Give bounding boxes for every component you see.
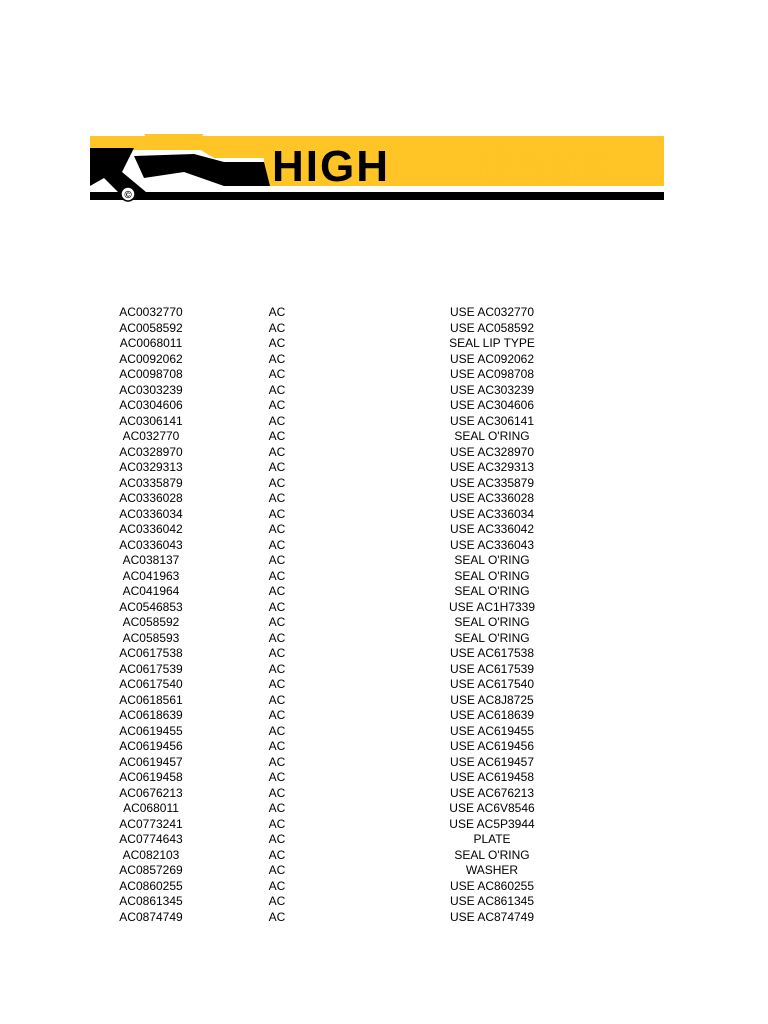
table-row bbox=[100, 910, 632, 926]
table-row bbox=[100, 429, 632, 445]
brand-cell: AC bbox=[268, 630, 286, 645]
part-number-cell: AC041964 bbox=[122, 584, 180, 598]
description-cell: USE AC6V8546 bbox=[449, 801, 535, 815]
description-cell: USE AC617538 bbox=[449, 646, 535, 660]
table-row bbox=[100, 817, 632, 833]
brand-cell: AC bbox=[268, 429, 286, 443]
table-row bbox=[100, 755, 632, 771]
table-row bbox=[100, 460, 632, 476]
brand-cell: AC bbox=[268, 444, 286, 459]
brand-cell: AC bbox=[268, 894, 286, 908]
part-number-cell: AC038137 bbox=[122, 553, 180, 567]
brand-cell: AC bbox=[268, 382, 286, 397]
brand-cell: AC bbox=[268, 491, 286, 505]
description-cell: USE AC619457 bbox=[449, 754, 535, 769]
part-number-cell: AC0874749 bbox=[119, 909, 183, 924]
table-row bbox=[100, 445, 632, 461]
part-number-cell: AC0618561 bbox=[119, 692, 183, 707]
description-cell: SEAL O'RING bbox=[454, 615, 530, 629]
brand-cell: AC bbox=[268, 723, 286, 738]
part-number-cell: AC0328970 bbox=[119, 444, 183, 459]
part-number-cell: AC0617539 bbox=[119, 661, 183, 676]
description-cell: USE AC676213 bbox=[449, 785, 535, 800]
part-number-cell: AC0304606 bbox=[119, 398, 183, 412]
brand-cell: AC bbox=[268, 646, 286, 660]
part-number-cell: AC0617540 bbox=[119, 677, 183, 691]
brand-cell: AC bbox=[268, 367, 286, 381]
table-row bbox=[100, 770, 632, 786]
description-cell: SEAL O'RING bbox=[454, 553, 530, 567]
table-row bbox=[100, 894, 632, 910]
brand-cell: AC bbox=[268, 785, 286, 800]
brand-cell: AC bbox=[268, 460, 286, 474]
part-number-cell: AC0619455 bbox=[119, 723, 183, 738]
table-row bbox=[100, 336, 632, 352]
brand-cell: AC bbox=[268, 506, 286, 521]
description-cell: SEAL O'RING bbox=[454, 429, 530, 443]
part-number-cell: AC0617538 bbox=[119, 646, 183, 660]
part-number-cell: AC082103 bbox=[122, 847, 180, 862]
description-cell: USE AC304606 bbox=[449, 398, 535, 412]
part-number-cell: AC0336043 bbox=[119, 537, 183, 552]
description-cell: USE AC092062 bbox=[449, 351, 535, 366]
description-cell: USE AC329313 bbox=[449, 460, 535, 474]
table-row bbox=[100, 848, 632, 864]
brand-cell: AC bbox=[268, 599, 286, 614]
part-number-cell: AC0619458 bbox=[119, 770, 183, 784]
part-number-cell: AC0303239 bbox=[119, 382, 183, 397]
part-number-cell: AC0336028 bbox=[119, 491, 183, 505]
part-number-cell: AC0068011 bbox=[119, 336, 183, 350]
part-number-cell: AC0676213 bbox=[119, 785, 183, 800]
description-cell: USE AC336043 bbox=[449, 537, 535, 552]
gasket-logo-graphic bbox=[74, 86, 664, 248]
brand-cell: AC bbox=[268, 739, 286, 753]
description-cell: USE AC617539 bbox=[449, 661, 535, 676]
table-row bbox=[100, 538, 632, 554]
table-row bbox=[100, 476, 632, 492]
table-row bbox=[100, 491, 632, 507]
table-row bbox=[100, 367, 632, 383]
description-cell: USE AC032770 bbox=[449, 305, 535, 319]
description-cell: WASHER bbox=[465, 863, 519, 877]
logo-text-high: HIGH bbox=[272, 142, 390, 191]
part-number-cell: AC0619457 bbox=[119, 754, 183, 769]
brand-cell: AC bbox=[268, 413, 286, 428]
part-number-cell: AC0336034 bbox=[119, 506, 183, 521]
part-number-cell: AC0857269 bbox=[119, 863, 183, 877]
description-cell: USE AC098708 bbox=[449, 367, 535, 381]
table-row bbox=[100, 631, 632, 647]
description-cell: PLATE bbox=[473, 832, 511, 846]
part-number-cell: AC0058592 bbox=[119, 320, 183, 335]
brand-cell: AC bbox=[268, 801, 286, 815]
description-cell: USE AC336028 bbox=[449, 491, 535, 505]
description-cell: USE AC328970 bbox=[449, 444, 535, 459]
table-row bbox=[100, 724, 632, 740]
part-number-cell: AC0335879 bbox=[119, 475, 183, 490]
part-number-cell: AC0619456 bbox=[119, 739, 183, 753]
description-cell: USE AC874749 bbox=[449, 909, 535, 924]
description-cell: SEAL O'RING bbox=[454, 568, 530, 583]
table-row bbox=[100, 879, 632, 895]
description-cell: USE AC618639 bbox=[449, 708, 535, 722]
table-row bbox=[100, 383, 632, 399]
table-row bbox=[100, 739, 632, 755]
brand-cell: AC bbox=[268, 553, 286, 567]
part-number-cell: AC041963 bbox=[122, 568, 180, 583]
brand-cell: AC bbox=[268, 832, 286, 846]
description-cell: USE AC8J8725 bbox=[450, 692, 534, 707]
brand-cell: AC bbox=[268, 878, 286, 893]
brand-cell: AC bbox=[268, 708, 286, 722]
brand-cell: AC bbox=[268, 754, 286, 769]
brand-cell: AC bbox=[268, 398, 286, 412]
description-cell: USE AC5P3944 bbox=[449, 816, 535, 831]
copyright-mark: © bbox=[124, 190, 132, 201]
table-row bbox=[100, 615, 632, 631]
table-row bbox=[100, 693, 632, 709]
part-number-cell: AC0336042 bbox=[119, 522, 183, 536]
brand-cell: AC bbox=[268, 305, 286, 319]
part-number-cell: AC0773241 bbox=[119, 816, 183, 831]
description-cell: USE AC336042 bbox=[449, 522, 535, 536]
table-row bbox=[100, 600, 632, 616]
brand-cell: AC bbox=[268, 770, 286, 784]
part-number-cell: AC0092062 bbox=[119, 351, 183, 366]
logo-text-gask: GASK bbox=[478, 142, 614, 191]
description-cell: USE AC303239 bbox=[449, 382, 535, 397]
brand-cell: AC bbox=[268, 475, 286, 490]
brand-cell: AC bbox=[268, 909, 286, 924]
parts-table-body bbox=[100, 305, 632, 925]
table-row bbox=[100, 863, 632, 879]
table-row bbox=[100, 832, 632, 848]
description-cell: SEAL O'RING bbox=[454, 847, 530, 862]
brand-cell: AC bbox=[268, 320, 286, 335]
brand-cell: AC bbox=[268, 863, 286, 877]
brand-logo bbox=[74, 86, 664, 248]
part-number-cell: AC0032770 bbox=[119, 305, 183, 319]
part-number-cell: AC0774643 bbox=[119, 832, 183, 846]
table-row bbox=[100, 569, 632, 585]
table-row bbox=[100, 305, 632, 321]
part-number-cell: AC0098708 bbox=[119, 367, 183, 381]
brand-cell: AC bbox=[268, 692, 286, 707]
table-row bbox=[100, 414, 632, 430]
table-row bbox=[100, 662, 632, 678]
brand-cell: AC bbox=[268, 584, 286, 598]
part-number-cell: AC0861345 bbox=[119, 894, 183, 908]
part-number-cell: AC0329313 bbox=[119, 460, 183, 474]
description-cell: USE AC335879 bbox=[449, 475, 535, 490]
description-cell: USE AC336034 bbox=[449, 506, 535, 521]
description-cell: USE AC058592 bbox=[449, 320, 535, 335]
brand-cell: AC bbox=[268, 816, 286, 831]
table-row bbox=[100, 522, 632, 538]
description-cell: USE AC306141 bbox=[449, 413, 535, 428]
part-number-cell: AC058593 bbox=[122, 630, 180, 645]
description-cell: SEAL O'RING bbox=[454, 630, 530, 645]
table-row bbox=[100, 321, 632, 337]
brand-cell: AC bbox=[268, 677, 286, 691]
part-number-cell: AC0860255 bbox=[119, 878, 183, 893]
table-row bbox=[100, 553, 632, 569]
table-row bbox=[100, 786, 632, 802]
description-cell: USE AC1H7339 bbox=[448, 599, 536, 614]
part-number-cell: AC032770 bbox=[122, 429, 180, 443]
part-number-cell: AC0546853 bbox=[119, 599, 183, 614]
brand-cell: AC bbox=[268, 661, 286, 676]
description-cell: USE AC861345 bbox=[449, 894, 535, 908]
part-number-cell: AC0306141 bbox=[119, 413, 183, 428]
description-cell: USE AC617540 bbox=[449, 677, 535, 691]
brand-cell: AC bbox=[268, 351, 286, 366]
brand-cell: AC bbox=[268, 522, 286, 536]
table-row bbox=[100, 584, 632, 600]
description-cell: SEAL O'RING bbox=[454, 584, 530, 598]
parts-table bbox=[100, 305, 632, 925]
description-cell: USE AC619456 bbox=[449, 739, 535, 753]
table-row bbox=[100, 708, 632, 724]
description-cell: USE AC619458 bbox=[449, 770, 535, 784]
part-number-cell: AC058592 bbox=[122, 615, 180, 629]
table-row bbox=[100, 677, 632, 693]
brand-cell: AC bbox=[268, 568, 286, 583]
brand-cell: AC bbox=[268, 336, 286, 350]
description-cell: USE AC619455 bbox=[449, 723, 535, 738]
table-row bbox=[100, 646, 632, 662]
description-cell: SEAL LIP TYPE bbox=[449, 336, 535, 350]
description-cell: USE AC860255 bbox=[449, 878, 535, 893]
brand-cell: AC bbox=[268, 847, 286, 862]
brand-cell: AC bbox=[268, 537, 286, 552]
table-row bbox=[100, 507, 632, 523]
table-row bbox=[100, 352, 632, 368]
part-number-cell: AC0618639 bbox=[119, 708, 183, 722]
table-row bbox=[100, 398, 632, 414]
table-row bbox=[100, 801, 632, 817]
part-number-cell: AC068011 bbox=[123, 801, 179, 815]
brand-cell: AC bbox=[268, 615, 286, 629]
